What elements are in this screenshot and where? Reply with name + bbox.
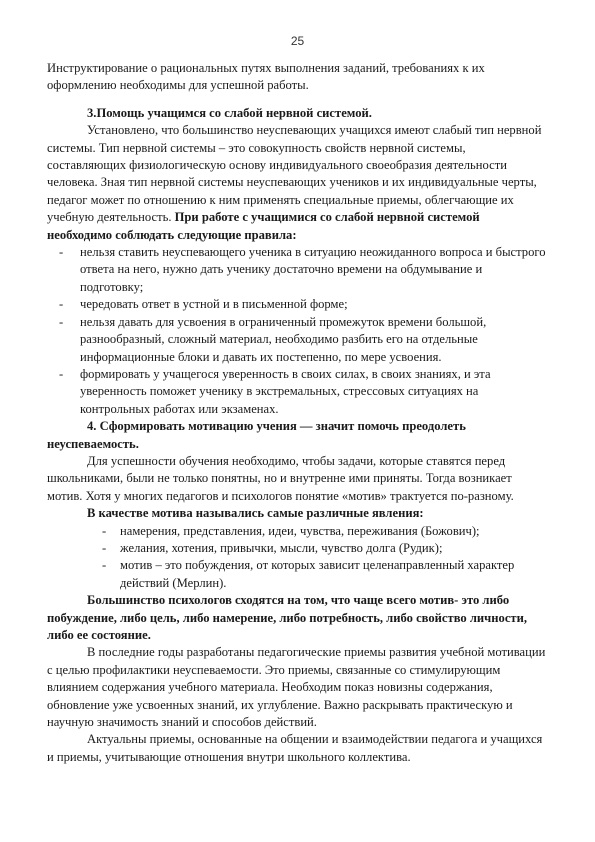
list-item: - формировать у учащегося уверенность в своих силах, в своих знаниях, и эта уверенность поможет ученику в экстремальных, стрессовых ситуациях на контрольных работах или экзаменах. bbox=[59, 366, 491, 416]
section-3-text: Установлено, что большинство неуспевающих учащихся имеют слабый тип нервной системы. Тип нервной системы – это совокупность свойств нервной системы, составляющих физиологическую основу индивидуального своеобразия деятельности человека. Зная тип нервной системы неуспевающих учеников и их индивидуальные черты, педагог может по отношению к ним применять специальные приемы, облегчающие их учебную деятельность. bbox=[47, 123, 542, 225]
section-4-heading: 4. Сформировать мотивацию учения — значит помочь преодолеть неуспеваемость. bbox=[47, 419, 466, 451]
dash-marker: - bbox=[102, 540, 107, 555]
dash-marker: - bbox=[59, 366, 64, 381]
document-body bbox=[47, 60, 547, 766]
dash-marker: - bbox=[102, 558, 107, 573]
section-3-heading: 3.Помощь учащимся со слабой нервной системой. bbox=[87, 105, 372, 120]
dash-marker: - bbox=[59, 245, 64, 260]
page-number: 25 bbox=[290, 34, 305, 48]
dash-marker: - bbox=[59, 314, 64, 329]
section-4-paragraph-3: Актуальны приемы, основанные на общении и взаимодействии педагога и учащихся и приемы, учитывающие отношения внутри школьного коллектива. bbox=[47, 732, 543, 764]
motives-list bbox=[47, 523, 547, 593]
section-4-paragraph-2: В последние годы разработаны педагогические приемы развития учебной мотивации с целью профилактики неуспеваемости. Это приемы, связанные со стимулирующим влиянием содержания учебного материала. Необходим показ новизны содержания, обновление уже усвоенных знаний, их углубление. Важно раскрывать практическую и научную значимость знаний и способов действий. bbox=[47, 645, 546, 730]
intro-paragraph: Инструктирование о рациональных путях выполнения заданий, требованиях к их оформлению необходимы для успешной работы. bbox=[47, 61, 485, 93]
list-item: - нельзя давать для усвоения в ограниченный промежуток времени большой, разнообразный, сложный материал, необходимо разбить его на отдельные информационные блоки и давать их постепенно, по мере усвоения. bbox=[59, 314, 487, 364]
motive-intro: В качестве мотива назывались самые различные явления: bbox=[87, 506, 424, 521]
list-item: - желания, хотения, привычки, мысли, чувство долга (Рудик); bbox=[47, 540, 547, 557]
rules-list bbox=[47, 244, 547, 418]
list-item: - мотив – это побуждения, от которых зависит целенаправленный характер действий (Мерлин). bbox=[102, 558, 515, 590]
rules-intro: При работе с учащимися со слабой нервной системой необходимо соблюдать следующие правила: bbox=[47, 210, 480, 242]
list-item: - чередовать ответ в устной и в письменной форме; bbox=[47, 296, 547, 313]
dash-marker: - bbox=[59, 297, 64, 312]
dash-marker: - bbox=[102, 523, 107, 538]
list-item: - намерения, представления, идеи, чувства, переживания (Божович); bbox=[47, 523, 547, 540]
list-item: - нельзя ставить неуспевающего ученика в ситуацию неожиданного вопроса и быстрого ответа на него, нужно дать ученику достаточно времени на обдумывание и подготовку; bbox=[59, 245, 546, 294]
section-4-paragraph: Для успешности обучения необходимо, чтобы задачи, которые ставятся перед школьниками, были не только понятны, но и внутренне ими приняты. Тогда возникает мотив. Хотя у многих педагогов и психологов понятие «мотив» трактуется по-разному. bbox=[47, 453, 514, 503]
conclusion-paragraph: Большинство психологов сходятся на том, что чаще всего мотив- это либо побуждение, либо цель, либо намерение, либо потребность, либо свойство личности, либо ее состояние. bbox=[47, 593, 528, 642]
section-3-paragraph bbox=[47, 122, 547, 244]
